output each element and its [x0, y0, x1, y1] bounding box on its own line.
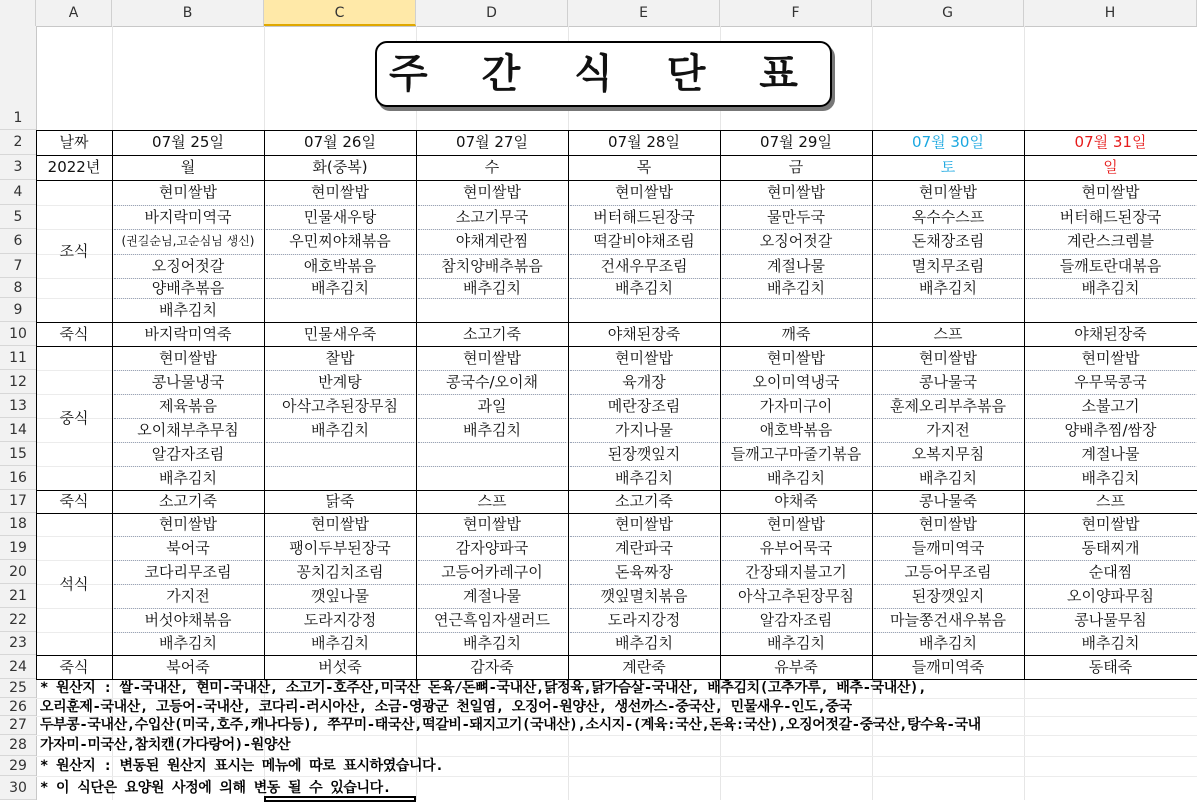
row-header[interactable]: 16: [0, 466, 36, 490]
porridge-menu-item[interactable]: 계란죽: [622, 658, 666, 676]
dinner-menu-item[interactable]: 현미쌀밥: [1081, 515, 1140, 533]
lunch-menu-item[interactable]: 콩국수/오이채: [446, 373, 538, 391]
breakfast-menu-item[interactable]: 배추김치: [463, 279, 521, 297]
column-header-g[interactable]: G: [872, 0, 1024, 26]
dinner-menu-item[interactable]: 도라지강정: [607, 611, 681, 629]
weekday-cell[interactable]: 화(중복): [312, 158, 368, 176]
row-header[interactable]: 7: [0, 254, 36, 278]
column-header-a[interactable]: A: [36, 0, 112, 26]
date-label[interactable]: 날짜: [59, 133, 89, 151]
dinner-menu-item[interactable]: 현미쌀밥: [463, 515, 521, 533]
row-header[interactable]: 14: [0, 418, 36, 442]
row-header[interactable]: 30: [0, 776, 36, 800]
dinner-menu-item[interactable]: 현미쌀밥: [311, 515, 369, 533]
breakfast-menu-item[interactable]: 현미쌀밥: [311, 183, 369, 201]
dotted-row-divider: [418, 298, 566, 299]
porridge-label: 죽식: [59, 325, 89, 343]
row-header[interactable]: 4: [0, 180, 36, 205]
breakfast-menu-item[interactable]: 현미쌀밥: [159, 183, 217, 201]
date-cell[interactable]: 07월 30일: [912, 133, 984, 151]
porridge-menu-item[interactable]: 동태죽: [1088, 658, 1133, 676]
dinner-menu-item[interactable]: 현미쌀밥: [159, 515, 217, 533]
breakfast-menu-item[interactable]: 오징어젓갈: [151, 257, 225, 275]
lunch-menu-item[interactable]: 현미쌀밥: [767, 349, 825, 367]
lunch-menu-item[interactable]: 계절나물: [1081, 445, 1140, 463]
row-header[interactable]: 29: [0, 756, 36, 776]
weekday-cell[interactable]: 수: [484, 158, 500, 176]
lunch-menu-item[interactable]: 애호박볶음: [759, 421, 833, 439]
lunch-label: 중식: [59, 409, 89, 427]
porridge-menu-item[interactable]: 스프: [477, 492, 507, 510]
row-header[interactable]: 15: [0, 442, 36, 466]
breakfast-menu-item[interactable]: 소고기무국: [455, 208, 529, 226]
dinner-menu-item[interactable]: 고등어카레구이: [441, 563, 543, 581]
row-header[interactable]: 6: [0, 229, 36, 254]
porridge-label: 죽식: [59, 492, 89, 510]
column-header-b[interactable]: B: [112, 0, 264, 26]
porridge-menu-item[interactable]: 야채된장죽: [607, 325, 681, 343]
dinner-menu-item[interactable]: 간장돼지불고기: [745, 563, 847, 581]
row-header[interactable]: 10: [0, 322, 36, 346]
breakfast-menu-item[interactable]: 들깨토란대볶음: [1059, 257, 1162, 275]
row-header[interactable]: 1: [0, 26, 36, 130]
row-header[interactable]: 12: [0, 370, 36, 394]
porridge-menu-item[interactable]: 야채된장죽: [1074, 325, 1147, 343]
lunch-menu-item[interactable]: 오이미역냉국: [752, 373, 840, 391]
dotted-row-divider: [266, 298, 414, 299]
row-header[interactable]: 2: [0, 130, 36, 155]
row-header[interactable]: 17: [0, 490, 36, 513]
lunch-menu-item[interactable]: 배추김치: [463, 421, 521, 439]
breakfast-menu-item[interactable]: 현미쌀밥: [463, 183, 521, 201]
lunch-menu-item[interactable]: 콩나물국: [919, 373, 977, 391]
dotted-row-divider: [874, 298, 1022, 299]
active-cell-outline[interactable]: [264, 796, 416, 802]
dinner-menu-item[interactable]: 코다리무조림: [144, 563, 232, 581]
dinner-menu-item[interactable]: 배추김치: [311, 634, 369, 652]
column-header-h[interactable]: H: [1024, 0, 1197, 26]
dinner-menu-item[interactable]: 배추김치: [767, 634, 825, 652]
dinner-menu-item[interactable]: 유부어묵국: [759, 539, 833, 557]
dinner-menu-item[interactable]: 북어국: [166, 539, 210, 557]
porridge-menu-item[interactable]: 들깨미역죽: [911, 658, 985, 676]
lunch-menu-item[interactable]: 현미쌀밥: [919, 349, 977, 367]
lunch-menu-item[interactable]: 배추김치: [311, 421, 369, 439]
porridge-menu-item[interactable]: 유부죽: [774, 658, 818, 676]
breakfast-menu-item[interactable]: 애호박볶음: [303, 257, 377, 275]
breakfast-menu-item[interactable]: 현미쌀밥: [919, 183, 977, 201]
lunch-menu-item[interactable]: 우무묵콩국: [1074, 373, 1147, 391]
date-cell[interactable]: 07월 31일: [1074, 133, 1147, 151]
breakfast-menu-item[interactable]: 현미쌀밥: [1081, 183, 1140, 201]
lunch-menu-item[interactable]: 반계탕: [318, 373, 362, 391]
breakfast-menu-item[interactable]: 물만두국: [767, 208, 825, 226]
row-header[interactable]: 26: [0, 698, 36, 716]
column-header-bar: [0, 0, 1197, 27]
porridge-menu-item[interactable]: 스프: [933, 325, 963, 343]
lunch-menu-item[interactable]: 찰밥: [325, 349, 355, 367]
dinner-menu-item[interactable]: 버섯야채볶음: [144, 611, 232, 629]
dotted-row-divider: [266, 442, 414, 443]
date-cell[interactable]: 07월 27일: [456, 133, 528, 151]
porridge-menu-item[interactable]: 야채죽: [774, 492, 818, 510]
dinner-menu-item[interactable]: 된장깻잎지: [911, 587, 985, 605]
breakfast-menu-item[interactable]: 현미쌀밥: [615, 183, 673, 201]
dotted-row-divider: [1026, 298, 1195, 299]
weekday-cell[interactable]: 토: [940, 158, 956, 176]
breakfast-menu-item[interactable]: 참치양배추볶음: [441, 257, 543, 275]
porridge-menu-item[interactable]: 바지락미역죽: [144, 325, 232, 343]
lunch-menu-item[interactable]: 아삭고추된장무침: [282, 397, 398, 415]
lunch-menu-item[interactable]: 현미쌀밥: [463, 349, 521, 367]
lunch-menu-item[interactable]: 양배추찜/쌈장: [1064, 421, 1157, 439]
weekday-cell[interactable]: 월: [180, 158, 196, 176]
dinner-menu-item[interactable]: 배추김치: [159, 634, 217, 652]
lunch-menu-item[interactable]: 과일: [477, 397, 507, 415]
lunch-menu-item[interactable]: 육개장: [622, 373, 666, 391]
dinner-menu-item[interactable]: 콩나물무침: [1074, 611, 1147, 629]
porridge-menu-item[interactable]: 스프: [1096, 492, 1125, 510]
lunch-menu-item[interactable]: 가지나물: [615, 421, 673, 439]
breakfast-menu-item[interactable]: (권길순님,고순심님 생신): [121, 234, 255, 248]
row-header[interactable]: 19: [0, 536, 36, 560]
breakfast-menu-item[interactable]: 건새우무조림: [600, 257, 688, 275]
porridge-menu-item[interactable]: 소고기죽: [615, 492, 673, 510]
breakfast-menu-item[interactable]: 오징어젓갈: [759, 232, 833, 250]
dinner-menu-item[interactable]: 도라지강정: [303, 611, 377, 629]
origin-note: 가자미-미국산,참치캔(가다랑어)-원양산: [40, 737, 291, 753]
dinner-label: 석식: [59, 575, 89, 593]
lunch-menu-item[interactable]: 현미쌀밥: [1081, 349, 1140, 367]
lunch-menu-item[interactable]: 현미쌀밥: [159, 349, 217, 367]
lunch-menu-item[interactable]: 메란장조림: [607, 397, 681, 415]
row-header[interactable]: 9: [0, 298, 36, 322]
page-title: 주 간 식 단 표: [375, 41, 832, 107]
row-header[interactable]: 21: [0, 584, 36, 608]
date-cell[interactable]: 07월 28일: [608, 133, 680, 151]
dinner-menu-item[interactable]: 가지전: [166, 587, 210, 605]
porridge-menu-item[interactable]: 민물새우죽: [303, 325, 377, 343]
row-header[interactable]: 20: [0, 560, 36, 584]
row-header[interactable]: 13: [0, 394, 36, 418]
porridge-menu-item[interactable]: 감자죽: [470, 658, 514, 676]
dinner-menu-item[interactable]: 배추김치: [1081, 634, 1140, 652]
dinner-menu-item[interactable]: 배추김치: [919, 634, 977, 652]
date-cell[interactable]: 07월 29일: [760, 133, 832, 151]
weekday-cell[interactable]: 금: [788, 158, 804, 176]
weekday-cell[interactable]: 목: [636, 158, 652, 176]
porridge-menu-item[interactable]: 북어죽: [166, 658, 210, 676]
lunch-menu-item[interactable]: 현미쌀밥: [615, 349, 673, 367]
row-header[interactable]: 25: [0, 679, 36, 698]
porridge-label: 죽식: [59, 658, 89, 676]
breakfast-menu-item[interactable]: 야채계란찜: [455, 232, 529, 250]
dotted-row-divider: [418, 466, 566, 467]
lunch-menu-item[interactable]: 제육볶음: [159, 397, 217, 415]
dinner-menu-item[interactable]: 돈육짜장: [615, 563, 673, 581]
porridge-menu-item[interactable]: 소고기죽: [463, 325, 521, 343]
lunch-menu-item[interactable]: 가자미구이: [759, 397, 833, 415]
lunch-menu-item[interactable]: 오복지무침: [911, 445, 985, 463]
row-header[interactable]: 23: [0, 632, 36, 655]
dinner-menu-item[interactable]: 알감자조림: [759, 611, 833, 629]
select-all-corner[interactable]: [0, 0, 36, 26]
lunch-menu-item[interactable]: 콩나물냉국: [151, 373, 225, 391]
origin-note: 오리훈제-국내산, 고등어-국내산, 코다리-러시아산, 소금-영광군 천일염, 오징어-원양산, 생선까스-중국산, 민물새우-인도,중국: [40, 699, 852, 715]
breakfast-menu-item[interactable]: 양배추볶음: [151, 279, 225, 297]
breakfast-menu-item[interactable]: 배추김치: [615, 279, 673, 297]
dinner-menu-item[interactable]: 팽이두부된장국: [289, 539, 391, 557]
breakfast-menu-item[interactable]: 바지락미역국: [144, 208, 232, 226]
breakfast-menu-item[interactable]: 돈채장조림: [911, 232, 985, 250]
dinner-menu-item[interactable]: 순대찜: [1088, 563, 1133, 581]
dinner-menu-item[interactable]: 현미쌀밥: [615, 515, 673, 533]
dinner-menu-item[interactable]: 꽁치김치조림: [296, 563, 384, 581]
dinner-menu-item[interactable]: 들깨미역국: [911, 539, 985, 557]
lunch-menu-item[interactable]: 배추김치: [767, 469, 825, 487]
breakfast-menu-item[interactable]: 현미쌀밥: [767, 183, 825, 201]
dinner-menu-item[interactable]: 계란파국: [615, 539, 673, 557]
column-header-f[interactable]: F: [720, 0, 872, 26]
dinner-menu-item[interactable]: 계절나물: [463, 587, 521, 605]
breakfast-menu-item[interactable]: 옥수수스프: [911, 208, 985, 226]
breakfast-menu-item[interactable]: 배추김치: [311, 279, 369, 297]
dotted-row-divider: [722, 298, 870, 299]
lunch-menu-item[interactable]: 배추김치: [1081, 469, 1140, 487]
lunch-menu-item[interactable]: 소불고기: [1081, 397, 1140, 415]
lunch-menu-item[interactable]: 배추김치: [919, 469, 977, 487]
breakfast-menu-item[interactable]: 멸치무조림: [911, 257, 985, 275]
row-header-bar: [0, 26, 37, 800]
dinner-menu-item[interactable]: 마늘쫑건새우볶음: [890, 611, 1006, 629]
row-header[interactable]: 24: [0, 655, 36, 679]
row-header[interactable]: 8: [0, 278, 36, 298]
dinner-menu-item[interactable]: 현미쌀밥: [767, 515, 825, 533]
breakfast-menu-item[interactable]: 버터해드된장국: [1059, 208, 1162, 226]
row-header[interactable]: 5: [0, 205, 36, 229]
lunch-menu-item[interactable]: 배추김치: [615, 469, 673, 487]
lunch-menu-item[interactable]: 오이채부추무침: [137, 421, 239, 439]
origin-note: 두부콩-국내산,수입산(미국,호주,캐나다등), 쭈꾸미-태국산,떡갈비-돼지고기(국내산),소시지-(계육:국산,돈육:국산),오징어젓갈-중국산,탕수육-국내: [40, 717, 981, 733]
breakfast-menu-item[interactable]: 배추김치: [159, 301, 217, 319]
breakfast-menu-item[interactable]: 배추김치: [767, 279, 825, 297]
porridge-menu-item[interactable]: 소고기죽: [159, 492, 217, 510]
row-header[interactable]: 18: [0, 513, 36, 536]
dinner-menu-item[interactable]: 배추김치: [463, 634, 521, 652]
dinner-menu-item[interactable]: 연근흑임자샐러드: [434, 611, 550, 629]
breakfast-menu-item[interactable]: 배추김치: [919, 279, 977, 297]
row-header[interactable]: 27: [0, 716, 36, 735]
row-header[interactable]: 22: [0, 608, 36, 632]
porridge-menu-item[interactable]: 닭죽: [325, 492, 355, 510]
origin-note: * 원산지 : 변동된 원산지 표시는 메뉴에 따로 표시하였습니다.: [40, 758, 444, 774]
dinner-menu-item[interactable]: 고등어무조림: [904, 563, 992, 581]
dotted-row-divider: [570, 298, 718, 299]
origin-note: * 원산지 : 쌀-국내산, 현미-국내산, 소고기-호주산,미국산 돈육/돈뼈-국내산,닭정육,닭가슴살-국내산, 배추김치(고추가루, 배추-국내산),: [40, 680, 927, 696]
porridge-menu-item[interactable]: 버섯죽: [318, 658, 362, 676]
lunch-menu-item[interactable]: 훈제오리부추볶음: [890, 397, 1006, 415]
breakfast-menu-item[interactable]: 떡갈비야채조림: [593, 232, 695, 250]
breakfast-menu-item[interactable]: 버터해드된장국: [593, 208, 695, 226]
porridge-menu-item[interactable]: 콩나물죽: [919, 492, 977, 510]
breakfast-menu-item[interactable]: 계절나물: [767, 257, 825, 275]
column-header-c[interactable]: C: [264, 0, 416, 26]
year-label[interactable]: 2022년: [47, 158, 101, 176]
row-header[interactable]: 3: [0, 155, 36, 180]
lunch-menu-item[interactable]: 들깨고구마줄기볶음: [730, 445, 862, 463]
origin-note: * 이 식단은 요양원 사정에 의해 변동 될 수 있습니다.: [40, 780, 391, 796]
dinner-menu-item[interactable]: 감자양파국: [455, 539, 529, 557]
breakfast-menu-item[interactable]: 배추김치: [1081, 279, 1140, 297]
dinner-menu-item[interactable]: 오이양파무침: [1067, 587, 1154, 605]
dinner-menu-item[interactable]: 동태찌개: [1081, 539, 1140, 557]
lunch-menu-item[interactable]: 배추김치: [159, 469, 217, 487]
lunch-menu-item[interactable]: 된장깻잎지: [607, 445, 681, 463]
dotted-row-divider: [266, 466, 414, 467]
dinner-menu-item[interactable]: 깻잎멸치볶음: [600, 587, 688, 605]
row-header[interactable]: 28: [0, 735, 36, 756]
dinner-menu-item[interactable]: 깻잎나물: [311, 587, 369, 605]
dotted-row-divider: [418, 442, 566, 443]
column-header-e[interactable]: E: [568, 0, 720, 26]
porridge-menu-item[interactable]: 깨죽: [781, 325, 811, 343]
dinner-menu-item[interactable]: 배추김치: [615, 634, 673, 652]
row-header[interactable]: 11: [0, 346, 36, 370]
dinner-menu-item[interactable]: 아삭고추된장무침: [738, 587, 854, 605]
breakfast-menu-item[interactable]: 계란스크렘블: [1067, 232, 1154, 250]
weekday-cell[interactable]: 일: [1103, 158, 1118, 176]
date-cell[interactable]: 07월 25일: [152, 133, 224, 151]
dinner-menu-item[interactable]: 현미쌀밥: [919, 515, 977, 533]
lunch-menu-item[interactable]: 알감자조림: [151, 445, 225, 463]
breakfast-label: 조식: [59, 242, 89, 260]
breakfast-menu-item[interactable]: 우민찌야채볶음: [289, 232, 391, 250]
date-cell[interactable]: 07월 26일: [304, 133, 376, 151]
column-header-d[interactable]: D: [416, 0, 568, 26]
lunch-menu-item[interactable]: 가지전: [926, 421, 970, 439]
breakfast-menu-item[interactable]: 민물새우탕: [303, 208, 377, 226]
